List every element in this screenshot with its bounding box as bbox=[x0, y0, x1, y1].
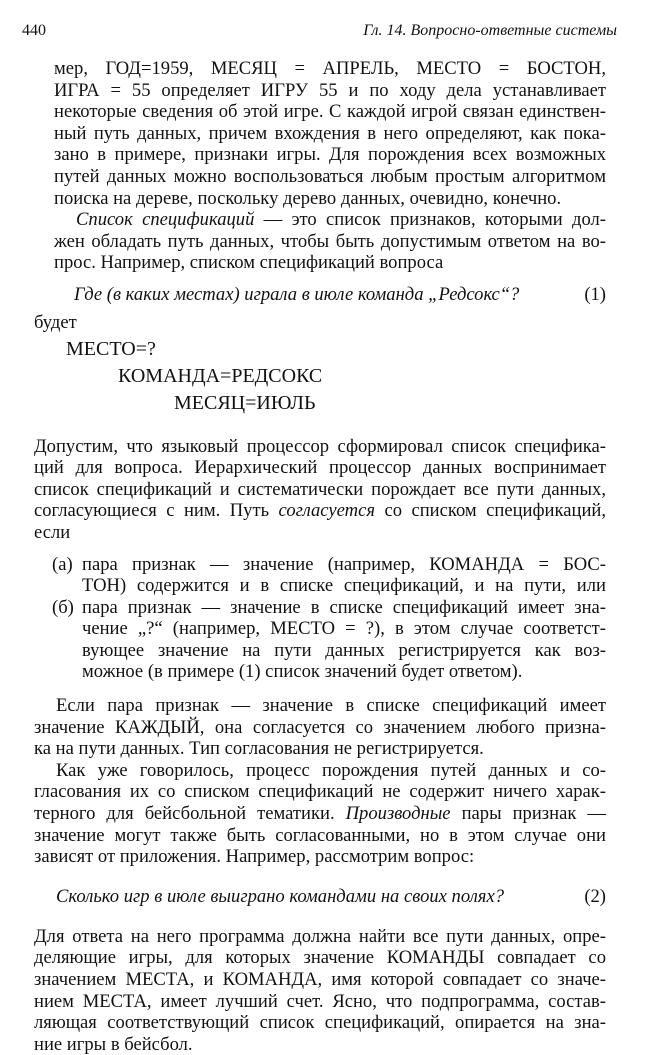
term-spec-list: Список спецификаций bbox=[76, 209, 255, 231]
text-run: терного для бейсбольной тематики. bbox=[34, 803, 346, 825]
example-query-1 bbox=[54, 280, 606, 310]
text-run: — это список признаков, которыми дол- bbox=[254, 209, 606, 231]
paragraph-answer-program bbox=[34, 926, 606, 1055]
text-line: значением МЕСТА, и КОМАНДА, имя которой совпадает со значе- bbox=[34, 969, 606, 990]
text-line: ка на пути данных. Тип согласования не регистрируется. bbox=[34, 738, 484, 760]
query-text: Сколько игр в июле выиграно командами на своих полях? bbox=[56, 885, 504, 907]
text-line: поиска на дереве, поскольку дерево данных, очевидно, конечно. bbox=[54, 187, 562, 209]
condition-b bbox=[52, 597, 606, 683]
paragraph-derived-pairs bbox=[34, 760, 606, 868]
text-line: гласования их со списком спецификаций не содержит ничего харак- bbox=[34, 781, 606, 803]
text-line: значение могут также быть согласованными, но в этом случае они bbox=[34, 824, 606, 846]
text-line: значение КАЖДЫЙ, она согласуется со значением любого призна- bbox=[34, 716, 606, 738]
text-line: жен обладать путь данных, чтобы быть допустимым ответом на во- bbox=[54, 230, 606, 252]
text-line: нием МЕСТА, имеет лучший счет. Ясно, что подпрограмма, состав- bbox=[34, 990, 606, 1012]
spec-item: КОМАНДА=РЕДСОКС bbox=[118, 364, 323, 387]
text-line: ций для вопроса. Иерархический процессор данных воспринимает bbox=[34, 457, 606, 479]
text-run: со списком спецификаций, bbox=[374, 500, 606, 522]
query-number: (2) bbox=[584, 885, 606, 907]
running-head: Гл. 14. Вопросно-ответные системы bbox=[363, 22, 617, 39]
page-number: 440 bbox=[22, 22, 46, 39]
paragraph-each-value bbox=[34, 695, 606, 760]
text-line: ный путь данных, причем вхождения в него определяют, как пока- bbox=[54, 122, 606, 144]
condition-list bbox=[52, 554, 606, 684]
text-line: некоторые сведения об этой игре. С каждой игрой связан единствен- bbox=[54, 101, 606, 123]
page-header bbox=[22, 22, 617, 44]
spec-item: МЕСЯЦ=ИЮЛЬ bbox=[174, 391, 316, 414]
text-run: пары признак — bbox=[450, 803, 606, 825]
condition-a bbox=[52, 554, 606, 597]
term-matches: согласуется bbox=[278, 500, 375, 522]
text-line bbox=[54, 209, 606, 231]
text-line: Для ответа на него программа должна найти все пути данных, опре- bbox=[34, 925, 606, 947]
condition-marker: (б) bbox=[52, 596, 74, 618]
condition-marker: (а) bbox=[52, 553, 73, 575]
text-line: вующее значение на пути данных регистрируется как воз- bbox=[82, 639, 606, 661]
text-line: пара признак — значение (например, КОМАНДА = БОС- bbox=[82, 553, 606, 575]
query-number: (1) bbox=[584, 283, 606, 305]
text-line: список спецификаций и систематически порождает все пути данных, bbox=[34, 478, 606, 500]
text-line: пара признак — значение в списке спецификаций имеет зна- bbox=[82, 596, 606, 618]
text-line: ляющая соответствующий список спецификаций, опирается на зна- bbox=[34, 1012, 606, 1034]
example-query-2 bbox=[56, 882, 606, 912]
text-line: путей данных можно воспользоваться любым простым алгоритмом bbox=[54, 165, 606, 187]
text-line: ние игры в бейсбол. bbox=[34, 1033, 193, 1055]
text-line bbox=[34, 803, 606, 825]
text-line bbox=[34, 500, 606, 522]
text-line: ИГРА = 55 определяет ИГРУ 55 и по ходу дела устанавливает bbox=[54, 79, 606, 101]
text-line: зависят от приложения. Например, рассмотрим вопрос: bbox=[34, 846, 475, 868]
term-derived: Производные bbox=[345, 803, 451, 825]
spec-item: МЕСТО=? bbox=[66, 337, 156, 360]
text-line: ТОН) содержится и в списке спецификаций, и на пути, или bbox=[82, 575, 606, 597]
text-line: Если пара признак — значение в списке спецификаций имеет bbox=[56, 695, 606, 717]
text-line: деляющие игры, для которых значение КОМАНДЫ совпадает со bbox=[34, 947, 606, 969]
page-body bbox=[34, 58, 606, 1055]
text-line: прос. Например, списком спецификаций вопроса bbox=[54, 252, 444, 274]
text-line: можное (в примере (1) список значений будет ответом). bbox=[82, 661, 523, 683]
text-line: Допустим, что языковый процессор сформировал список специфика- bbox=[34, 435, 606, 457]
text-line: мер, ГОД=1959, МЕСЯЦ = АПРЕЛЬ, МЕСТО = БОСТОН, bbox=[54, 58, 606, 79]
text-line: чение „?“ (например, МЕСТО = ?), в этом случае соответст- bbox=[82, 618, 606, 640]
text-line: Как уже говорилось, процесс порождения путей данных и со- bbox=[56, 759, 606, 781]
paragraph-game-data-path bbox=[54, 58, 606, 209]
text-line: если bbox=[34, 521, 71, 543]
text-line: зано в примере, признаки игры. Для порождения всех возможных bbox=[54, 144, 606, 166]
text-run: согласующиеся с ним. Путь bbox=[34, 500, 279, 522]
paragraph-spec-list-definition bbox=[54, 209, 606, 274]
query-text: Где (в каких местах) играла в июле команда „Редсокс“? bbox=[74, 283, 520, 305]
spec-list-example bbox=[54, 338, 606, 434]
paragraph-matching bbox=[34, 436, 606, 544]
text-line: будет bbox=[34, 311, 77, 333]
